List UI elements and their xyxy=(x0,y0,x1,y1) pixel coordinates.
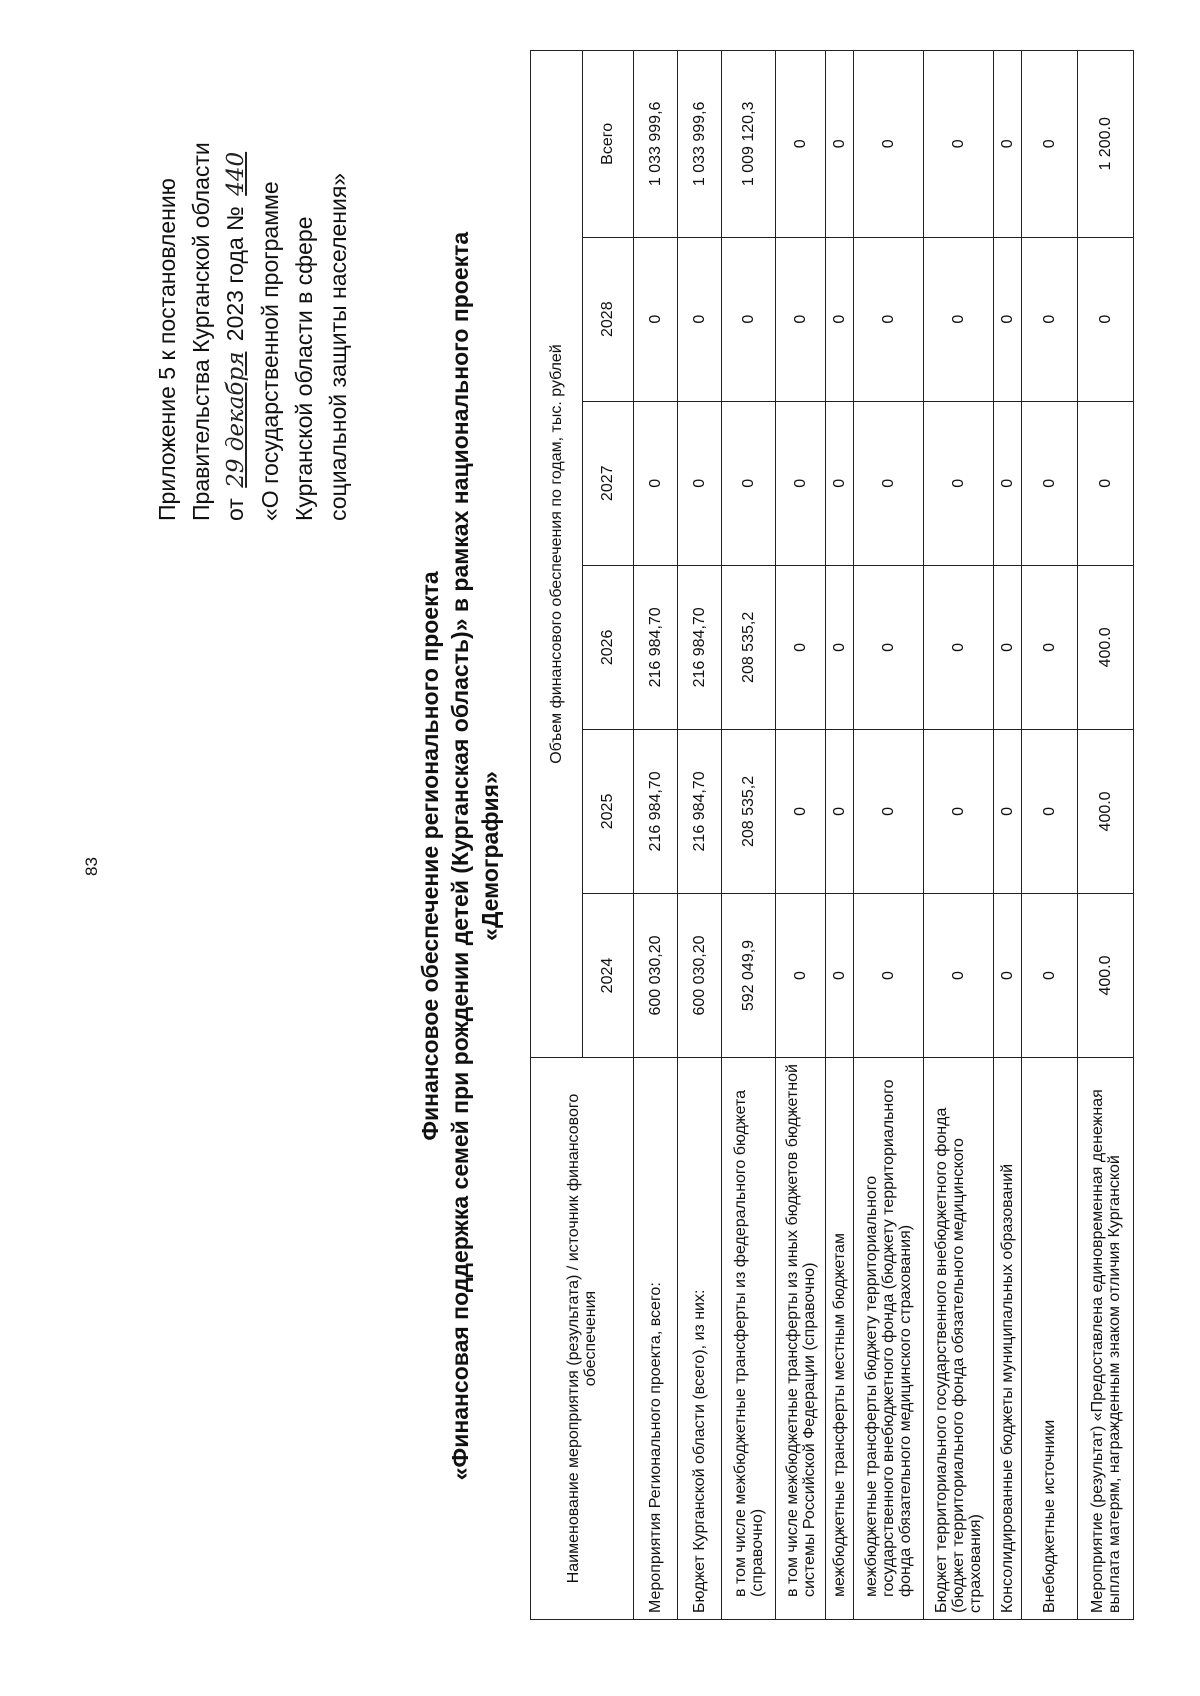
row-value: 0 xyxy=(1022,237,1078,401)
row-name: Внебюджетные источники xyxy=(1022,1058,1078,1620)
row-value: 0 xyxy=(924,565,994,729)
row-value: 216 984,70 xyxy=(678,565,722,729)
table-row xyxy=(1022,51,1078,1620)
row-value: 0 xyxy=(924,237,994,401)
row-name: межбюджетные трансферты местным бюджетам xyxy=(826,1058,854,1620)
row-value: 0 xyxy=(924,893,994,1057)
row-value: 0 xyxy=(994,729,1022,893)
title-line-1: Финансовое обеспечение регионального проекта xyxy=(417,571,443,1141)
header-year: 2024 xyxy=(582,893,634,1057)
appendix-line-6: социальной защиты населения» xyxy=(325,172,351,521)
document-title xyxy=(415,76,505,1636)
table-row xyxy=(924,51,994,1620)
title-line-2: «Финансовая поддержка семей при рождении детей (Курганская область)» в рамках национального проекта xyxy=(447,231,473,1481)
row-value: 0 xyxy=(678,237,722,401)
row-value: 0 xyxy=(678,401,722,565)
row-total: 1 033 999,6 xyxy=(678,51,722,238)
header-year: 2027 xyxy=(582,401,634,565)
row-value: 0 xyxy=(826,237,854,401)
row-value: 0 xyxy=(854,237,924,401)
row-value: 0 xyxy=(854,729,924,893)
row-total: 0 xyxy=(1022,51,1078,238)
row-value: 0 xyxy=(854,401,924,565)
row-value: 0 xyxy=(826,729,854,893)
row-value: 0 xyxy=(854,893,924,1057)
row-total: 0 xyxy=(826,51,854,238)
financing-table xyxy=(530,50,1134,1620)
row-total: 1 009 120,3 xyxy=(722,51,776,238)
row-name: Бюджет Курганской области (всего), из них: xyxy=(678,1058,722,1620)
row-name: Консолидированные бюджеты муниципальных образований xyxy=(994,1058,1022,1620)
table-header-row xyxy=(531,51,583,1620)
appendix-date-prefix: от xyxy=(222,498,248,521)
row-value: 400.0 xyxy=(1078,565,1134,729)
row-value: 0 xyxy=(826,565,854,729)
row-value: 0 xyxy=(826,401,854,565)
row-value: 0 xyxy=(854,565,924,729)
row-value: 0 xyxy=(634,401,678,565)
row-total: 0 xyxy=(854,51,924,238)
row-value: 208 535,2 xyxy=(722,729,776,893)
appendix-line-1: Приложение 5 к постановлению xyxy=(154,178,180,521)
row-value: 0 xyxy=(994,565,1022,729)
header-year: 2028 xyxy=(582,237,634,401)
row-value: 0 xyxy=(994,401,1022,565)
row-value: 400.0 xyxy=(1078,729,1134,893)
row-total: 0 xyxy=(924,51,994,238)
row-value: 208 535,2 xyxy=(722,565,776,729)
row-value: 0 xyxy=(1078,237,1134,401)
row-total: 0 xyxy=(776,51,826,238)
row-value: 400.0 xyxy=(1078,893,1134,1057)
table-row xyxy=(776,51,826,1620)
row-value: 216 984,70 xyxy=(634,729,678,893)
row-name: в том числе межбюджетные трансферты из федерального бюджета (справочно) xyxy=(722,1058,776,1620)
title-line-3: «Демография» xyxy=(477,771,503,941)
row-name: в том числе межбюджетные трансферты из иных бюджетов бюджетной системы Российской Федерации (справочно) xyxy=(776,1058,826,1620)
table-row xyxy=(722,51,776,1620)
row-total: 1 200.0 xyxy=(1078,51,1134,238)
row-name: Мероприятия Регионального проекта, всего: xyxy=(634,1058,678,1620)
row-value: 0 xyxy=(826,893,854,1057)
appendix-block xyxy=(150,21,355,521)
table-row xyxy=(1078,51,1134,1620)
row-value: 0 xyxy=(722,237,776,401)
row-value: 0 xyxy=(634,237,678,401)
row-value: 0 xyxy=(776,729,826,893)
row-name: межбюджетные трансферты бюджету территориального государственного внебюджетного фонда (бюджету территориального фонда обязательного медицинского страхования) xyxy=(854,1058,924,1620)
header-total: Всего xyxy=(582,51,634,238)
row-value: 0 xyxy=(994,237,1022,401)
row-value: 0 xyxy=(776,893,826,1057)
row-value: 216 984,70 xyxy=(634,565,678,729)
header-year: 2026 xyxy=(582,565,634,729)
row-value: 0 xyxy=(1022,401,1078,565)
row-value: 0 xyxy=(1022,729,1078,893)
header-group: Объем финансового обеспечения по годам, тыс. рублей xyxy=(531,51,583,1058)
row-total: 0 xyxy=(994,51,1022,238)
appendix-line-5: Курганской области в сфере xyxy=(291,216,317,521)
row-value: 0 xyxy=(1078,401,1134,565)
row-total: 1 033 999,6 xyxy=(634,51,678,238)
header-year: 2025 xyxy=(582,729,634,893)
table-row xyxy=(634,51,678,1620)
handwritten-number: 440 xyxy=(223,151,249,196)
row-value: 0 xyxy=(776,401,826,565)
table-row xyxy=(826,51,854,1620)
appendix-line-2: Правительства Курганской области xyxy=(188,142,214,521)
row-value: 0 xyxy=(1022,565,1078,729)
row-value: 592 049,9 xyxy=(722,893,776,1057)
row-value: 0 xyxy=(924,401,994,565)
appendix-line-3 xyxy=(218,21,253,521)
row-value: 0 xyxy=(722,401,776,565)
row-value: 0 xyxy=(994,893,1022,1057)
row-name: Бюджет территориального государственного внебюджетного фонда (бюджет территориального фонда обязательного медицинского страхования) xyxy=(924,1058,994,1620)
header-name: Наименование мероприятия (результата) / источник финансового обеспечения xyxy=(531,1058,634,1620)
appendix-line-4: «О государственной программе xyxy=(257,181,283,521)
row-name: Мероприятие (результат) «Предоставлена единовременная денежная выплата матерям, награжденным знаком отличия Курганской xyxy=(1078,1058,1134,1620)
row-value: 0 xyxy=(776,237,826,401)
page-number: 83 xyxy=(82,857,101,876)
appendix-year: 2023 года № xyxy=(222,206,248,342)
table-row xyxy=(854,51,924,1620)
row-value: 0 xyxy=(924,729,994,893)
handwritten-date: 29 декабря xyxy=(223,351,249,488)
row-value: 600 030,20 xyxy=(634,893,678,1057)
row-value: 600 030,20 xyxy=(678,893,722,1057)
row-value: 0 xyxy=(1022,893,1078,1057)
table-row xyxy=(678,51,722,1620)
row-value: 216 984,70 xyxy=(678,729,722,893)
row-value: 0 xyxy=(776,565,826,729)
table-row xyxy=(994,51,1022,1620)
